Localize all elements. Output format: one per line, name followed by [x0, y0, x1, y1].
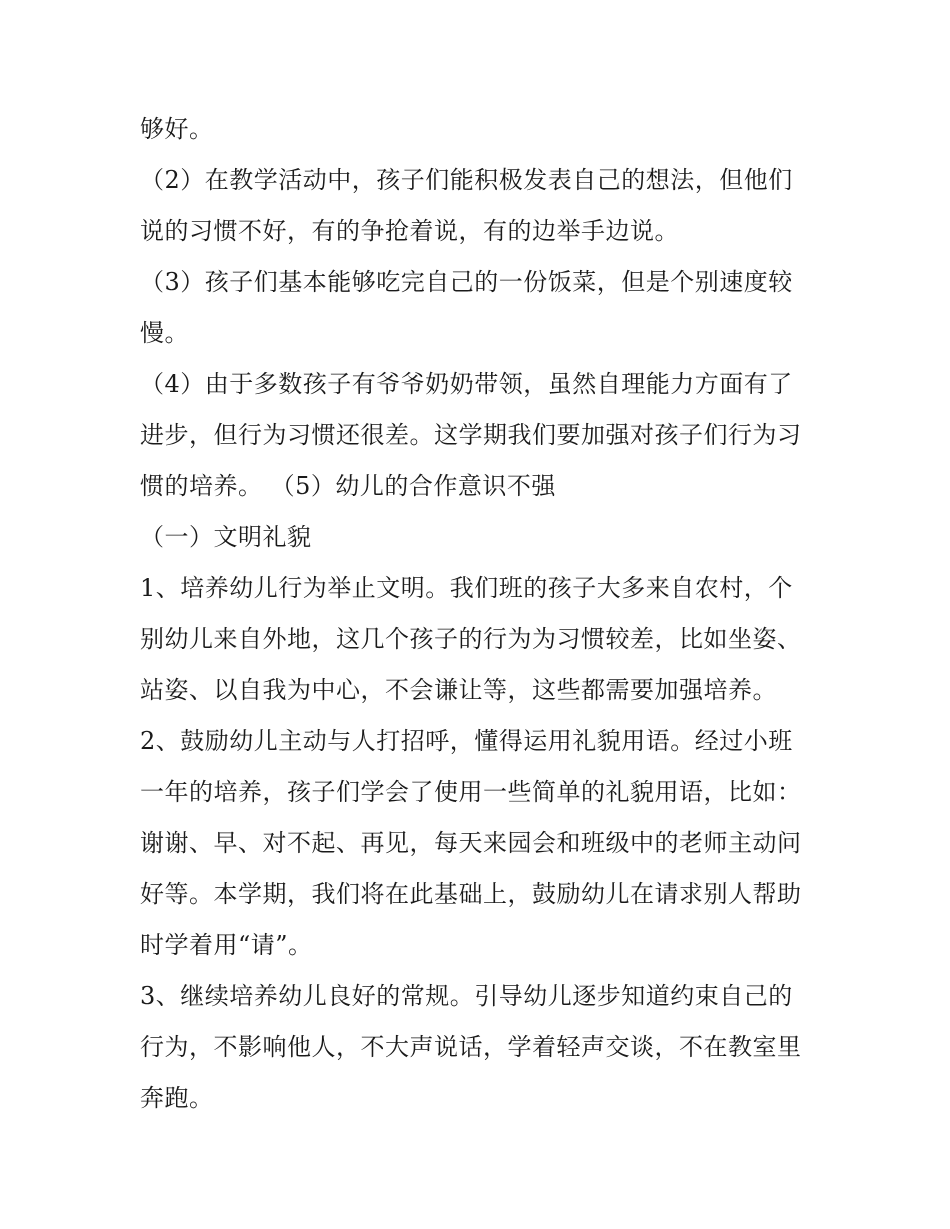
text-line: 行为，不影响他人，不大声说话，学着轻声交谈，不在教室里 — [140, 1033, 802, 1061]
text-line: （4）由于多数孩子有爷爷奶奶带领，虽然自理能力方面有了 — [140, 370, 793, 398]
text-line: （2）在教学活动中，孩子们能积极发表自己的想法，但他们 — [140, 166, 793, 194]
text-line: 一年的培养，孩子们学会了使用一些简单的礼貌用语，比如： — [140, 778, 802, 806]
text-line: 时学着用“请”。 — [140, 931, 313, 959]
text-line: （3）孩子们基本能够吃完自己的一份饭菜，但是个别速度较 — [140, 268, 793, 296]
text-line: 别幼儿来自外地，这几个孩子的行为为习惯较差，比如坐姿、 — [140, 625, 802, 653]
text-line: 说的习惯不好，有的争抢着说，有的边举手边说。 — [140, 217, 679, 245]
text-line: 站姿、以自我为中心，不会谦让等，这些都需要加强培养。 — [140, 676, 777, 704]
text-line: 谢谢、早、对不起、再见，每天来园会和班级中的老师主动问 — [140, 829, 802, 857]
text-line: 惯的培养。 （5）幼儿的合作意识不强 — [140, 472, 556, 500]
section-heading: （一）文明礼貌 — [140, 523, 312, 551]
document-body — [140, 104, 820, 1124]
text-line: 2、鼓励幼儿主动与人打招呼，懂得运用礼貌用语。经过小班 — [140, 727, 793, 755]
text-line: 3、继续培养幼儿良好的常规。引导幼儿逐步知道约束自己的 — [140, 982, 793, 1010]
text-line: 好等。本学期，我们将在此基础上，鼓励幼儿在请求别人帮助 — [140, 880, 802, 908]
text-line: 慢。 — [140, 319, 189, 347]
text-line: 进步，但行为习惯还很差。这学期我们要加强对孩子们行为习 — [140, 421, 802, 449]
text-line: 奔跑。 — [140, 1084, 214, 1112]
text-line: 够好。 — [140, 115, 214, 143]
text-line: 1、培养幼儿行为举止文明。我们班的孩子大多来自农村，个 — [140, 574, 793, 602]
